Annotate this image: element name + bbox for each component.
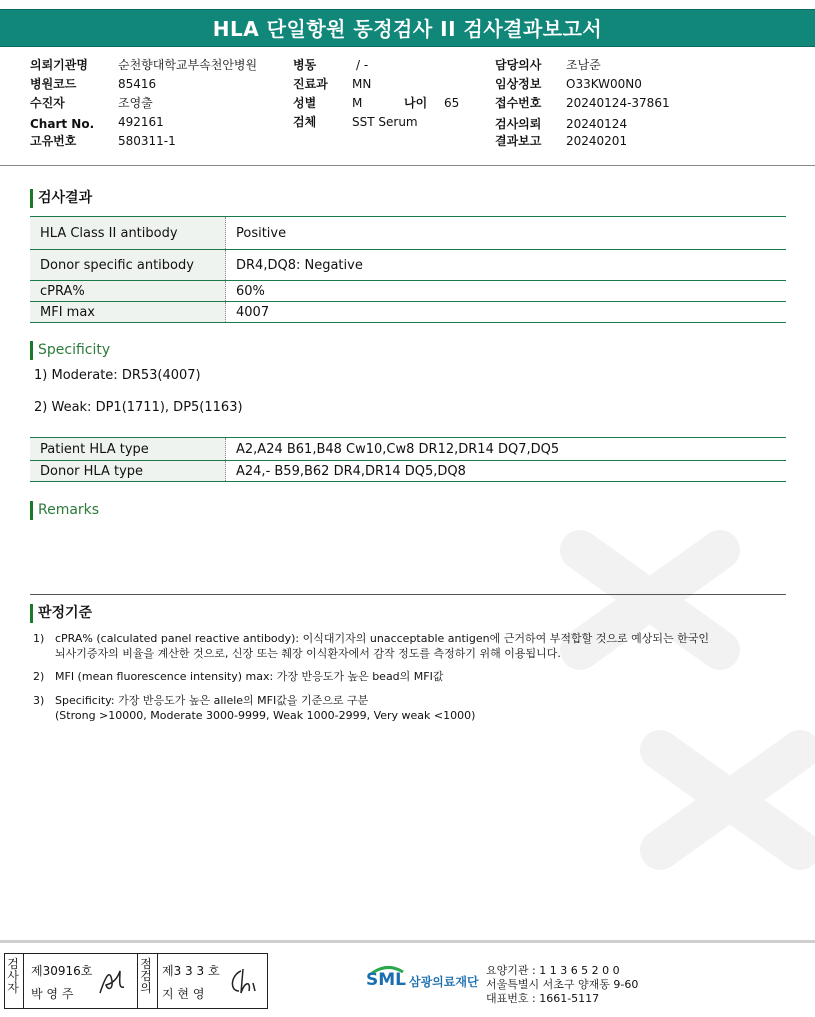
unique-id-value: 580311-1 [118, 134, 176, 148]
unique-id-label: 고유번호 [30, 134, 77, 148]
table-row [30, 302, 786, 323]
criteria-text-1b: 뇌사기증자의 비율을 계산한 것으로, 신장 또는 췌장 이식환자에서 감작 정도를 측정하기 위해 이용됩니다. [55, 647, 561, 660]
criteria-text-1a: cPRA% (calculated panel reactive antibody): 이식대기자의 unacceptable antigen에 근거하여 부적합할 것으로 예상되는 한국인 [55, 632, 709, 645]
hospital-code-label: 병원코드 [30, 77, 77, 91]
specificity-line-2: 2) Weak: DP1(1711), DP5(1163) [34, 400, 243, 415]
row-value: 60% [236, 283, 265, 299]
ward-label: 병동 [293, 58, 317, 72]
row-value: A2,A24 B61,B48 Cw10,Cw8 DR12,DR14 DQ7,DQ5 [236, 441, 560, 457]
org-phone: 대표번호 : 1661-5117 [486, 992, 600, 1005]
report-date-label: 결과보고 [495, 134, 542, 148]
specimen-label: 검체 [293, 115, 317, 129]
clinical-info-label: 임상정보 [495, 77, 542, 91]
tester-name: 박 영 주 [31, 987, 74, 1001]
hospital-code-value: 85416 [118, 77, 157, 91]
receipt-no-label: 접수번호 [495, 96, 542, 110]
doctor-value: 조남준 [566, 58, 601, 72]
request-date-label: 검사의뢰 [495, 117, 542, 131]
age-value: 65 [444, 96, 460, 110]
chart-no-value: 492161 [118, 115, 164, 129]
table-row [30, 250, 786, 281]
request-date-value: 20240124 [566, 117, 628, 131]
reviewer-name: 지 현 영 [162, 987, 205, 1001]
row-label: HLA Class II antibody [30, 217, 226, 249]
patient-value: 조영출 [118, 96, 153, 110]
org-code: 요양기관 : 1 1 3 6 5 2 0 0 [486, 964, 620, 977]
department-label: 진료과 [293, 77, 328, 91]
org-name: 삼광의료재단 [409, 975, 479, 989]
tester-signature [96, 965, 130, 999]
table-row [30, 216, 786, 250]
footer-divider [0, 940, 815, 943]
row-label: cPRA% [30, 281, 226, 301]
sml-logo-text: SML [366, 970, 406, 990]
row-value: Positive [236, 225, 287, 241]
tester-no: 제30916호 [31, 964, 93, 978]
header-divider [0, 165, 815, 166]
institution-label: 의뢰기관명 [30, 58, 88, 72]
department-value: MN [352, 77, 372, 91]
reviewer-label: 점검의 [140, 957, 152, 995]
criteria-text-3a: Specificity: 가장 반응도가 높은 allele의 MFI값을 기준으로 구분 [55, 694, 369, 707]
row-value: A24,- B59,B62 DR4,DR14 DQ5,DQ8 [236, 463, 466, 479]
background-watermark [520, 470, 815, 970]
ward-value: / - [356, 58, 369, 72]
reviewer-no: 제3 3 3 호 [162, 964, 220, 978]
reviewer-signature [225, 965, 261, 999]
row-label: Donor HLA type [30, 461, 226, 481]
criteria-num-3: 3) [33, 694, 45, 707]
sex-label: 성별 [293, 96, 317, 110]
row-label: Patient HLA type [30, 438, 226, 460]
table-row [30, 461, 786, 482]
table-row [30, 281, 786, 302]
row-label: Donor specific antibody [30, 250, 226, 280]
criteria-num-1: 1) [33, 632, 45, 645]
row-value: 4007 [236, 304, 270, 320]
criteria-text-3b: (Strong >10000, Moderate 3000-9999, Weak 1000-2999, Very weak <1000) [55, 709, 476, 722]
specimen-value: SST Serum [352, 115, 418, 129]
table-row [30, 437, 786, 461]
tester-label: 검사자 [7, 957, 19, 995]
doctor-label: 담당의사 [495, 58, 542, 72]
report-title: HLA 단일항원 동정검사 II 검사결과보고서 [0, 9, 815, 47]
clinical-info-value: O33KW00N0 [566, 77, 642, 91]
criteria-text-2: MFI (mean fluorescence intensity) max: 가장 반응도가 높은 bead의 MFI값 [55, 670, 444, 683]
org-address: 서울특별시 서초구 양재동 9-60 [486, 978, 639, 991]
chart-no-label: Chart No. [30, 117, 95, 131]
age-label: 나이 [404, 96, 428, 110]
criteria-num-2: 2) [33, 670, 45, 683]
specificity-line-1: 1) Moderate: DR53(4007) [34, 368, 201, 383]
receipt-no-value: 20240124-37861 [566, 96, 670, 110]
patient-label: 수진자 [30, 96, 65, 110]
specificity-section-title: Specificity [30, 341, 110, 360]
row-value: DR4,DQ8: Negative [236, 257, 363, 273]
sex-value: M [352, 96, 363, 110]
institution-value: 순천향대학교부속천안병원 [118, 58, 258, 72]
criteria-divider [30, 594, 786, 595]
criteria-section-title: 판정기준 [30, 604, 92, 623]
remarks-section-title: Remarks [30, 501, 99, 520]
row-label: MFI max [30, 302, 226, 322]
results-section-title: 검사결과 [30, 189, 92, 208]
report-date-value: 20240201 [566, 134, 628, 148]
